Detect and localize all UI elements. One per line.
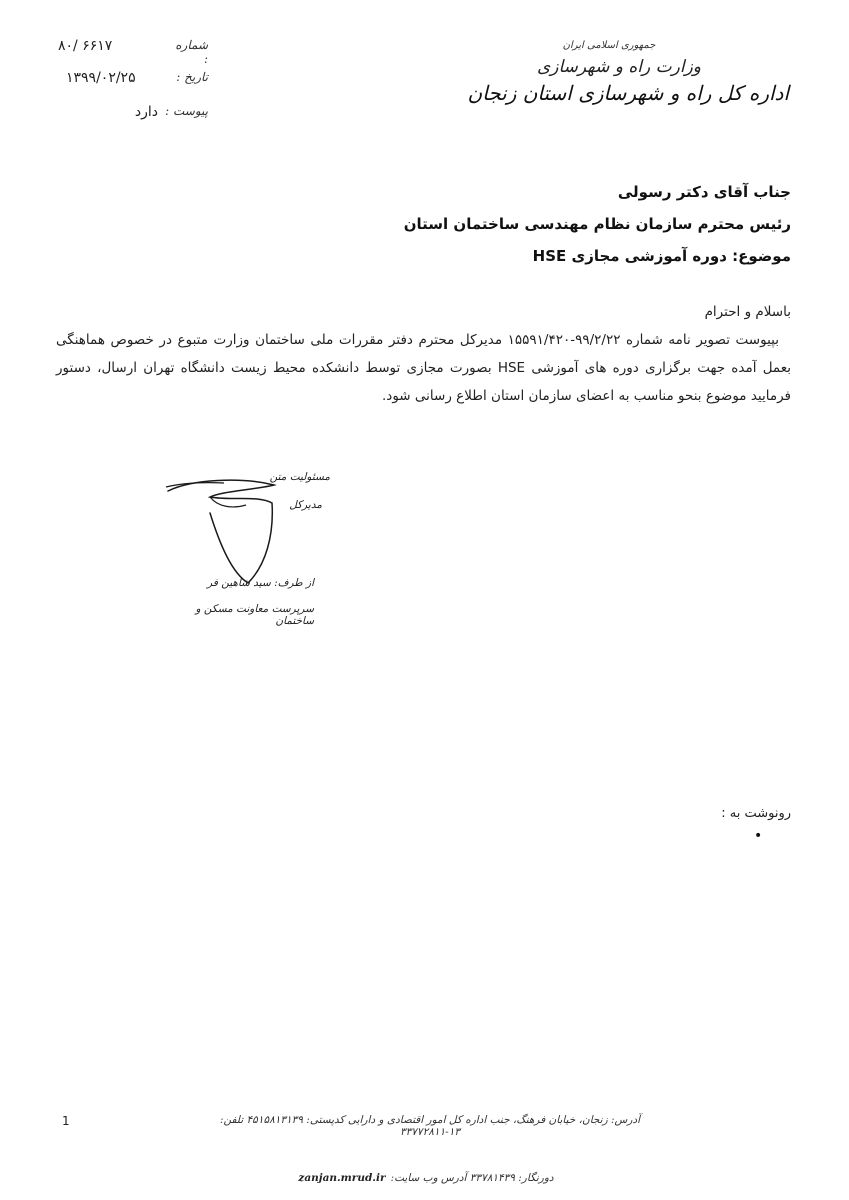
recipient-name: جناب آقای دکتر رسولی [617,183,791,201]
footer-fax: دورنگار: ۳۳۷۸۱۴۳۹ آدرس وب سایت: [390,1172,554,1184]
letter-number: ۸۰/ ۶۶۱۷ [58,38,113,54]
letter-attachment: دارد [134,104,158,120]
page-number: 1 [62,1114,70,1128]
letter-date: ۱۳۹۹/۰۲/۲۵ [66,70,136,86]
signature-block [162,455,342,635]
letterhead [449,40,789,105]
signature-note-2: مدیرکل [289,499,322,511]
footer-website[interactable]: zanjan.mrud.ir [298,1172,386,1184]
letter-subject: موضوع: دوره آموزشی مجازی HSE [532,247,791,265]
recipient-position: رئیس محترم سازمان نظام مهندسی ساختمان استان [403,215,791,233]
signature-name: از طرف: سید شاهین فر [207,577,314,589]
signature-note-1: مسئولیت متن [269,471,330,483]
greeting: باسلام و احترام [704,304,791,320]
letterhead-country: جمهوری اسلامی ایران [562,40,656,51]
letterhead-ministry: وزارت راه و شهرسازی [536,57,701,77]
cc-label: رونوشت به : [721,806,791,821]
signature-title: سرپرست معاونت مسکن و ساختمان [195,603,314,627]
footer-contact [296,1166,556,1185]
cc-bullet: • [754,828,763,844]
letter-number-label: شماره : [175,38,208,66]
letter-attachment-label: پیوست : [165,104,208,118]
body-paragraph: بپیوست تصویر نامه شماره ۹۹/۲/۲۲-۱۵۵۹۱/۴۲۰ مدیرکل محترم دفتر مقررات ملی ساختمان وزارت متبوع در خصوص هماهنگی بعمل آمده جهت برگزاری دوره های آموزشی HSE بصورت مجازی توسط دانشکده محیط زیست دانشگاه تهران ارسال، دستور فرمایید موضوع بنحو مناسب به اعضای سازمان استان اطلاع رسانی شود. [56,332,791,404]
footer-address: آدرس: زنجان، خیابان فرهنگ، جنب اداره کل امور اقتصادی و دارایی کدپستی: ۴۵۱۵۸۱۳۱۳۹ تلفن: ۱۳-۳۳۷۷۲۸۱۱ [219,1114,641,1138]
recipient-block [291,176,791,272]
letter-date-label: تاریخ : [176,70,208,84]
letterhead-office: اداره کل راه و شهرسازی استان زنجان [467,81,789,105]
